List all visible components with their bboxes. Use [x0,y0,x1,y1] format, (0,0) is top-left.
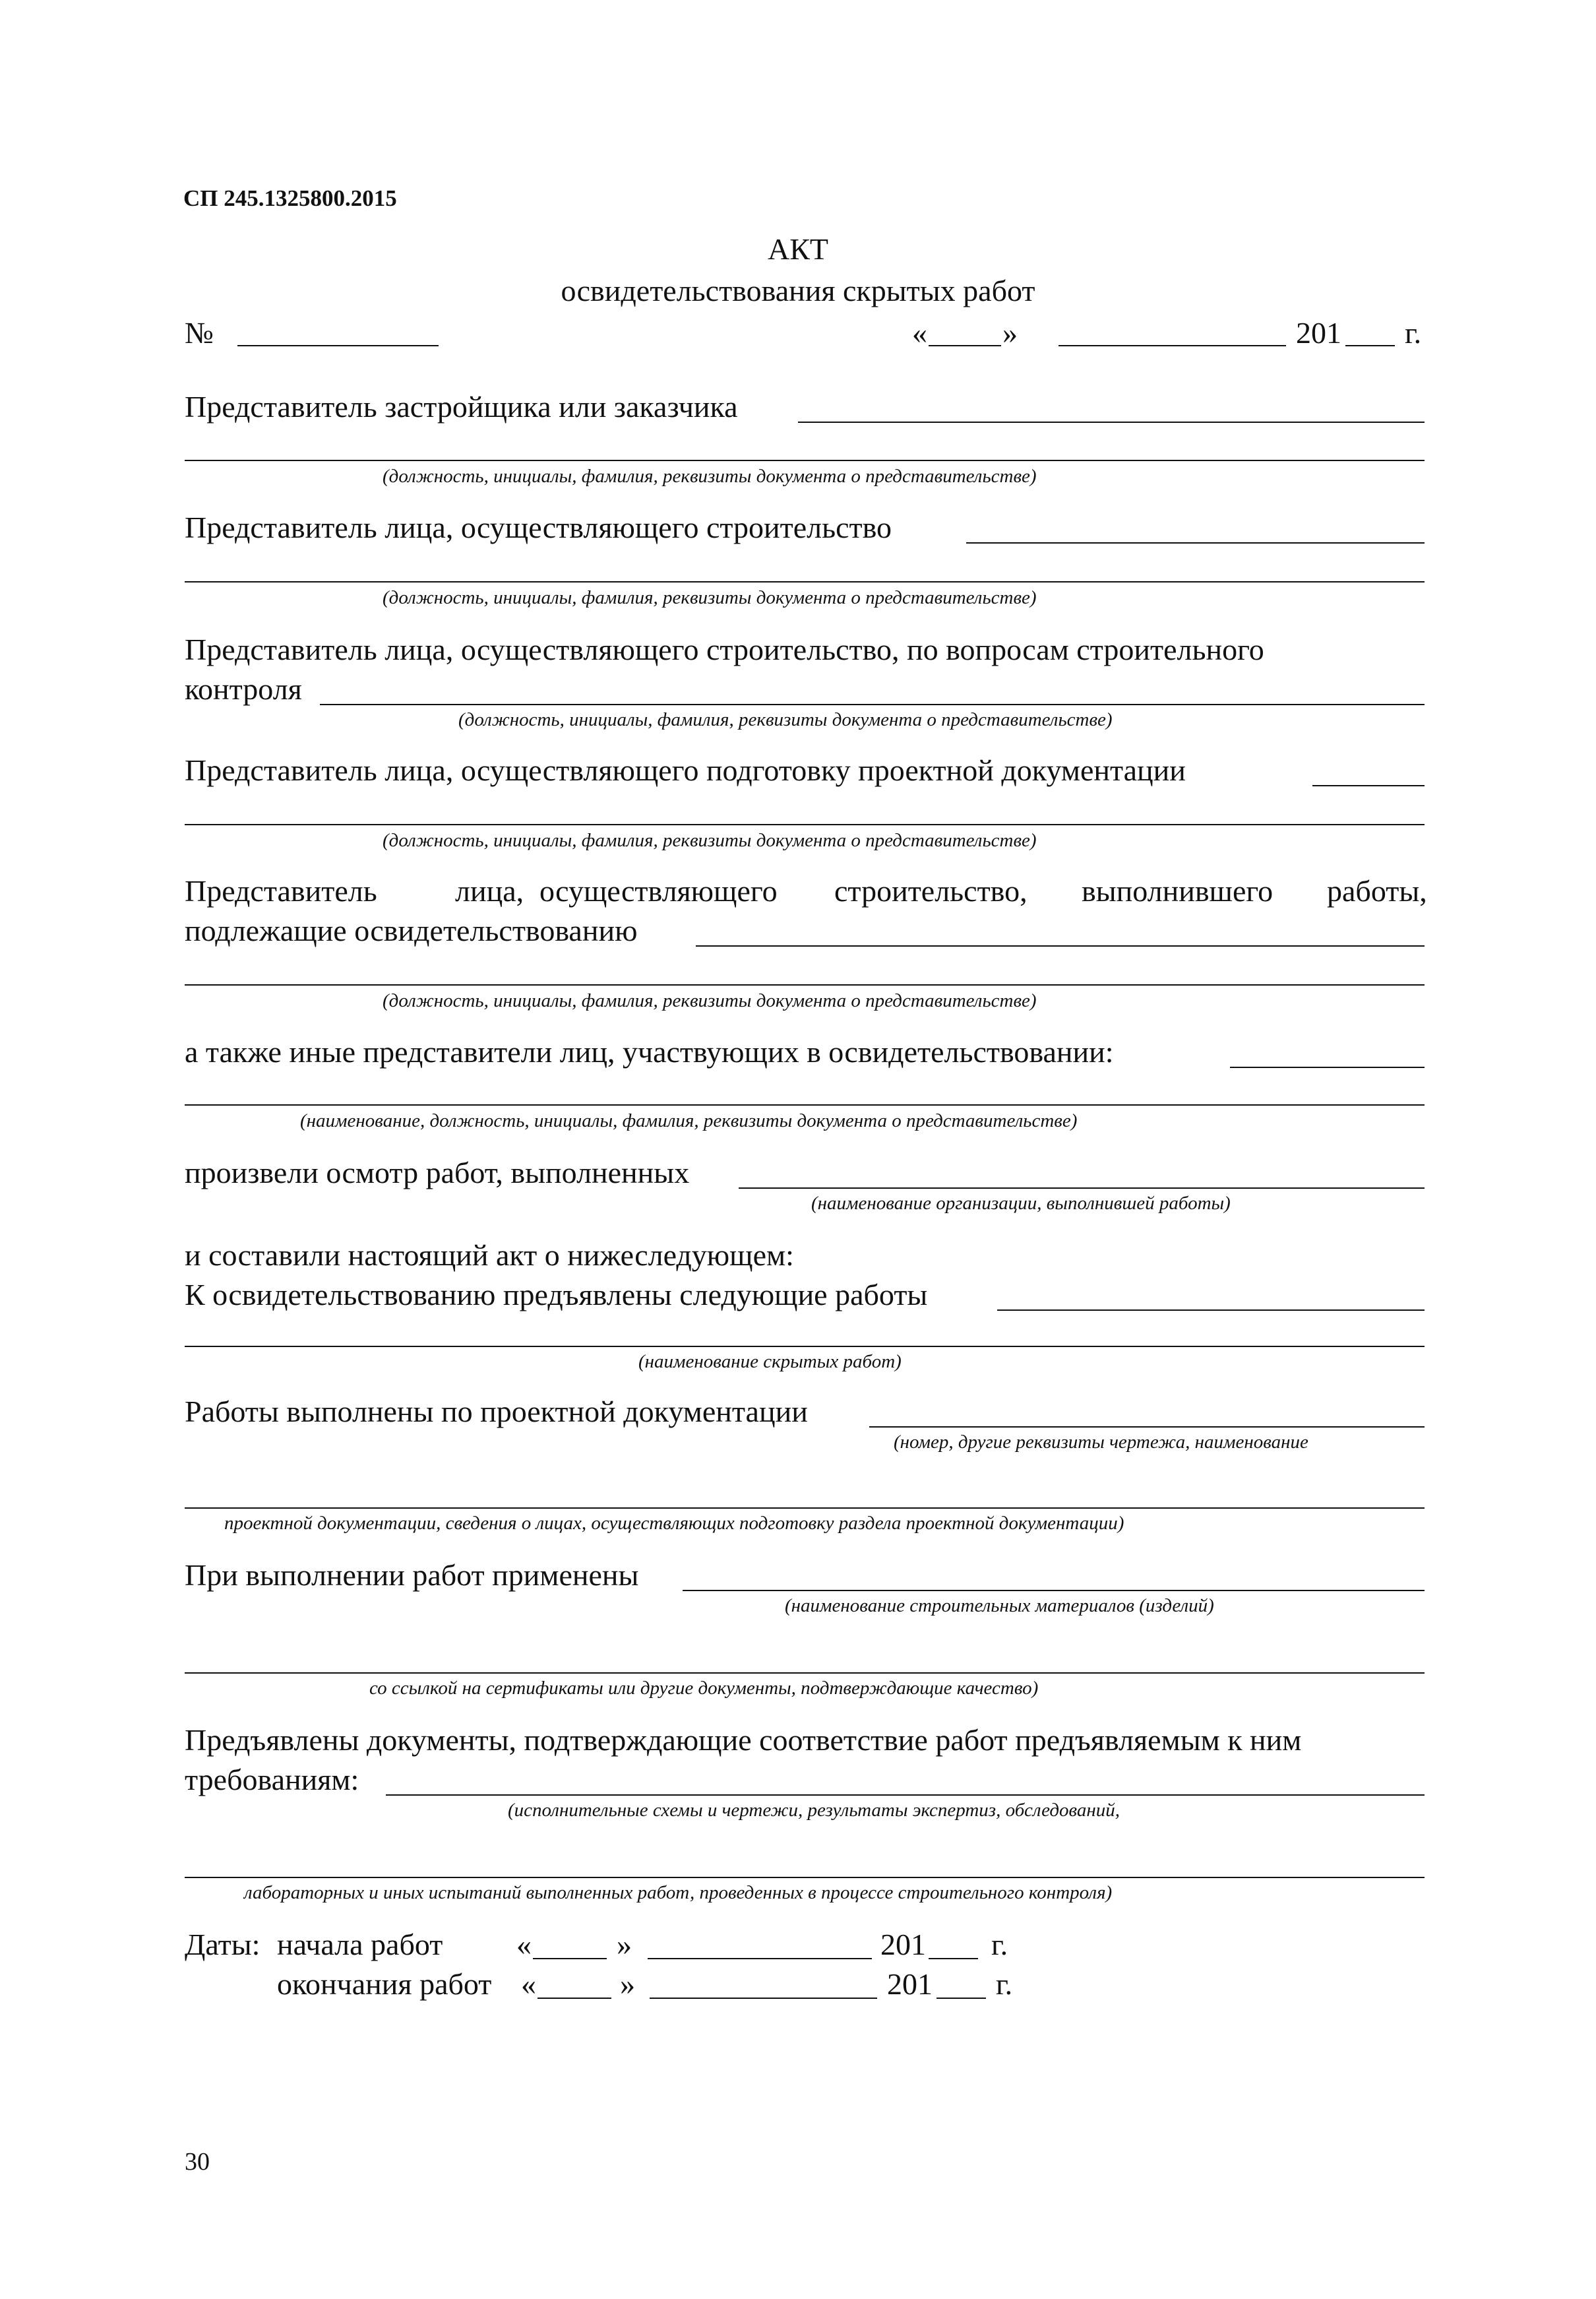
performer-rep-label-2: подлежащие освидетельствованию [185,914,638,947]
start-year-field[interactable] [929,1958,978,1959]
per-design-caption-2: проектной документации, сведения о лицах, осуществляющих подготовку раздела проектной документации) [224,1513,1124,1534]
document-code: СП 245.1325800.2015 [183,185,397,211]
others-field-2[interactable] [185,1104,1425,1106]
documents-field[interactable] [386,1794,1425,1796]
developer-rep-field[interactable] [798,422,1425,423]
documents-caption-1: (исполнительные схемы и чертежи, результаты экспертиз, обследований, [508,1800,1120,1821]
control-rep-label-2: контроля [185,672,302,706]
applied-field[interactable] [683,1590,1425,1591]
presented-field[interactable] [997,1309,1425,1311]
performer-rep-field-2[interactable] [185,984,1425,986]
end-day-field[interactable] [537,1998,611,1999]
others-field[interactable] [1230,1067,1425,1068]
start-year-suffix: г. [991,1928,1008,1961]
number-field[interactable] [237,345,439,346]
documents-label-1: Предъявлены документы, подтверждающие соответствие работ предъявляемым к ним [185,1723,1302,1757]
start-open-quote: « [516,1928,532,1961]
control-rep-field[interactable] [320,704,1425,705]
applied-caption-1: (наименование строительных материалов (изделий) [785,1595,1214,1616]
presented-label: К освидетельствованию предъявлены следующие работы [185,1278,928,1311]
designer-rep-field-2[interactable] [185,824,1425,825]
end-year-prefix: 201 [887,1967,933,2001]
performer-word-1: Представитель [185,874,377,908]
end-year-field[interactable] [936,1998,986,1999]
others-label: а также иные представители лиц, участвующих в освидетельствовании: [185,1035,1114,1069]
year-suffix: г. [1405,316,1422,350]
end-month-field[interactable] [650,1998,877,1999]
builder-rep-label: Представитель лица, осуществляющего строительство [185,511,892,544]
designer-rep-caption: (должность, инициалы, фамилия, реквизиты документа о представительстве) [383,830,1037,851]
developer-rep-label: Представитель застройщика или заказчика [185,390,738,424]
performer-rep-caption: (должность, инициалы, фамилия, реквизиты документа о представительстве) [383,990,1037,1011]
day-field[interactable] [929,345,1001,346]
start-day-field[interactable] [533,1958,607,1959]
end-open-quote: « [521,1967,536,2001]
start-close-quote: » [617,1928,632,1961]
inspected-field[interactable] [739,1187,1425,1189]
inspected-caption: (наименование организации, выполнившей работы) [811,1193,1231,1214]
year-field[interactable] [1345,345,1395,346]
per-design-field[interactable] [869,1426,1425,1428]
designer-rep-label: Представитель лица, осуществляющего подготовку проектной документации [185,753,1186,787]
applied-field-2[interactable] [185,1672,1425,1674]
designer-rep-field[interactable] [1312,785,1425,786]
end-year-suffix: г. [996,1967,1013,2001]
act-subtitle: освидетельствования скрытых работ [561,274,1035,307]
compiled-label: и составили настоящий акт о нижеследующем: [185,1238,794,1272]
start-date-label: начала работ [277,1928,443,1961]
applied-caption-2: со ссылкой на сертификаты или другие документы, подтверждающие качество) [369,1678,1039,1699]
act-title: АКТ [768,232,828,266]
per-design-field-2[interactable] [185,1507,1425,1509]
inspected-label: произвели осмотр работ, выполненных [185,1156,690,1189]
performer-word-3: осуществляющего [539,874,778,908]
per-design-label: Работы выполнены по проектной документации [185,1395,808,1428]
month-field[interactable] [1059,345,1286,346]
per-design-caption-1: (номер, другие реквизиты чертежа, наименование [894,1432,1308,1453]
control-rep-caption: (должность, инициалы, фамилия, реквизиты документа о представительстве) [458,709,1113,730]
day-close-quote: » [1002,316,1018,350]
performer-word-5: выполнившего [1082,874,1274,908]
number-label: № [185,316,214,350]
dates-label: Даты: [185,1928,261,1961]
performer-word-4: строительство, [834,874,1028,908]
performer-word-2: лица, [455,874,524,908]
presented-caption: (наименование скрытых работ) [638,1351,902,1372]
end-date-label: окончания работ [277,1967,492,2001]
others-caption: (наименование, должность, инициалы, фамилия, реквизиты документа о представительстве) [300,1110,1078,1131]
control-rep-label-1: Представитель лица, осуществляющего строительство, по вопросам строительного [185,633,1264,666]
applied-label: При выполнении работ применены [185,1558,639,1592]
start-month-field[interactable] [648,1958,872,1959]
documents-field-2[interactable] [185,1877,1425,1878]
day-open-quote: « [912,316,927,350]
builder-rep-caption: (должность, инициалы, фамилия, реквизиты документа о представительстве) [383,587,1037,608]
performer-word-6: работы, [1327,874,1427,908]
page-number: 30 [185,2148,210,2176]
start-year-prefix: 201 [880,1928,926,1961]
developer-rep-field-2[interactable] [185,460,1425,461]
performer-rep-field[interactable] [696,945,1425,947]
end-close-quote: » [620,1967,635,2001]
presented-field-2[interactable] [185,1346,1425,1347]
developer-rep-caption: (должность, инициалы, фамилия, реквизиты документа о представительстве) [383,466,1037,487]
year-prefix: 201 [1296,316,1341,350]
builder-rep-field[interactable] [966,542,1425,544]
documents-caption-2: лабораторных и иных испытаний выполненных работ, проведенных в процессе строительного контроля) [244,1882,1113,1903]
builder-rep-field-2[interactable] [185,581,1425,583]
documents-label-2: требованиям: [185,1763,359,1796]
